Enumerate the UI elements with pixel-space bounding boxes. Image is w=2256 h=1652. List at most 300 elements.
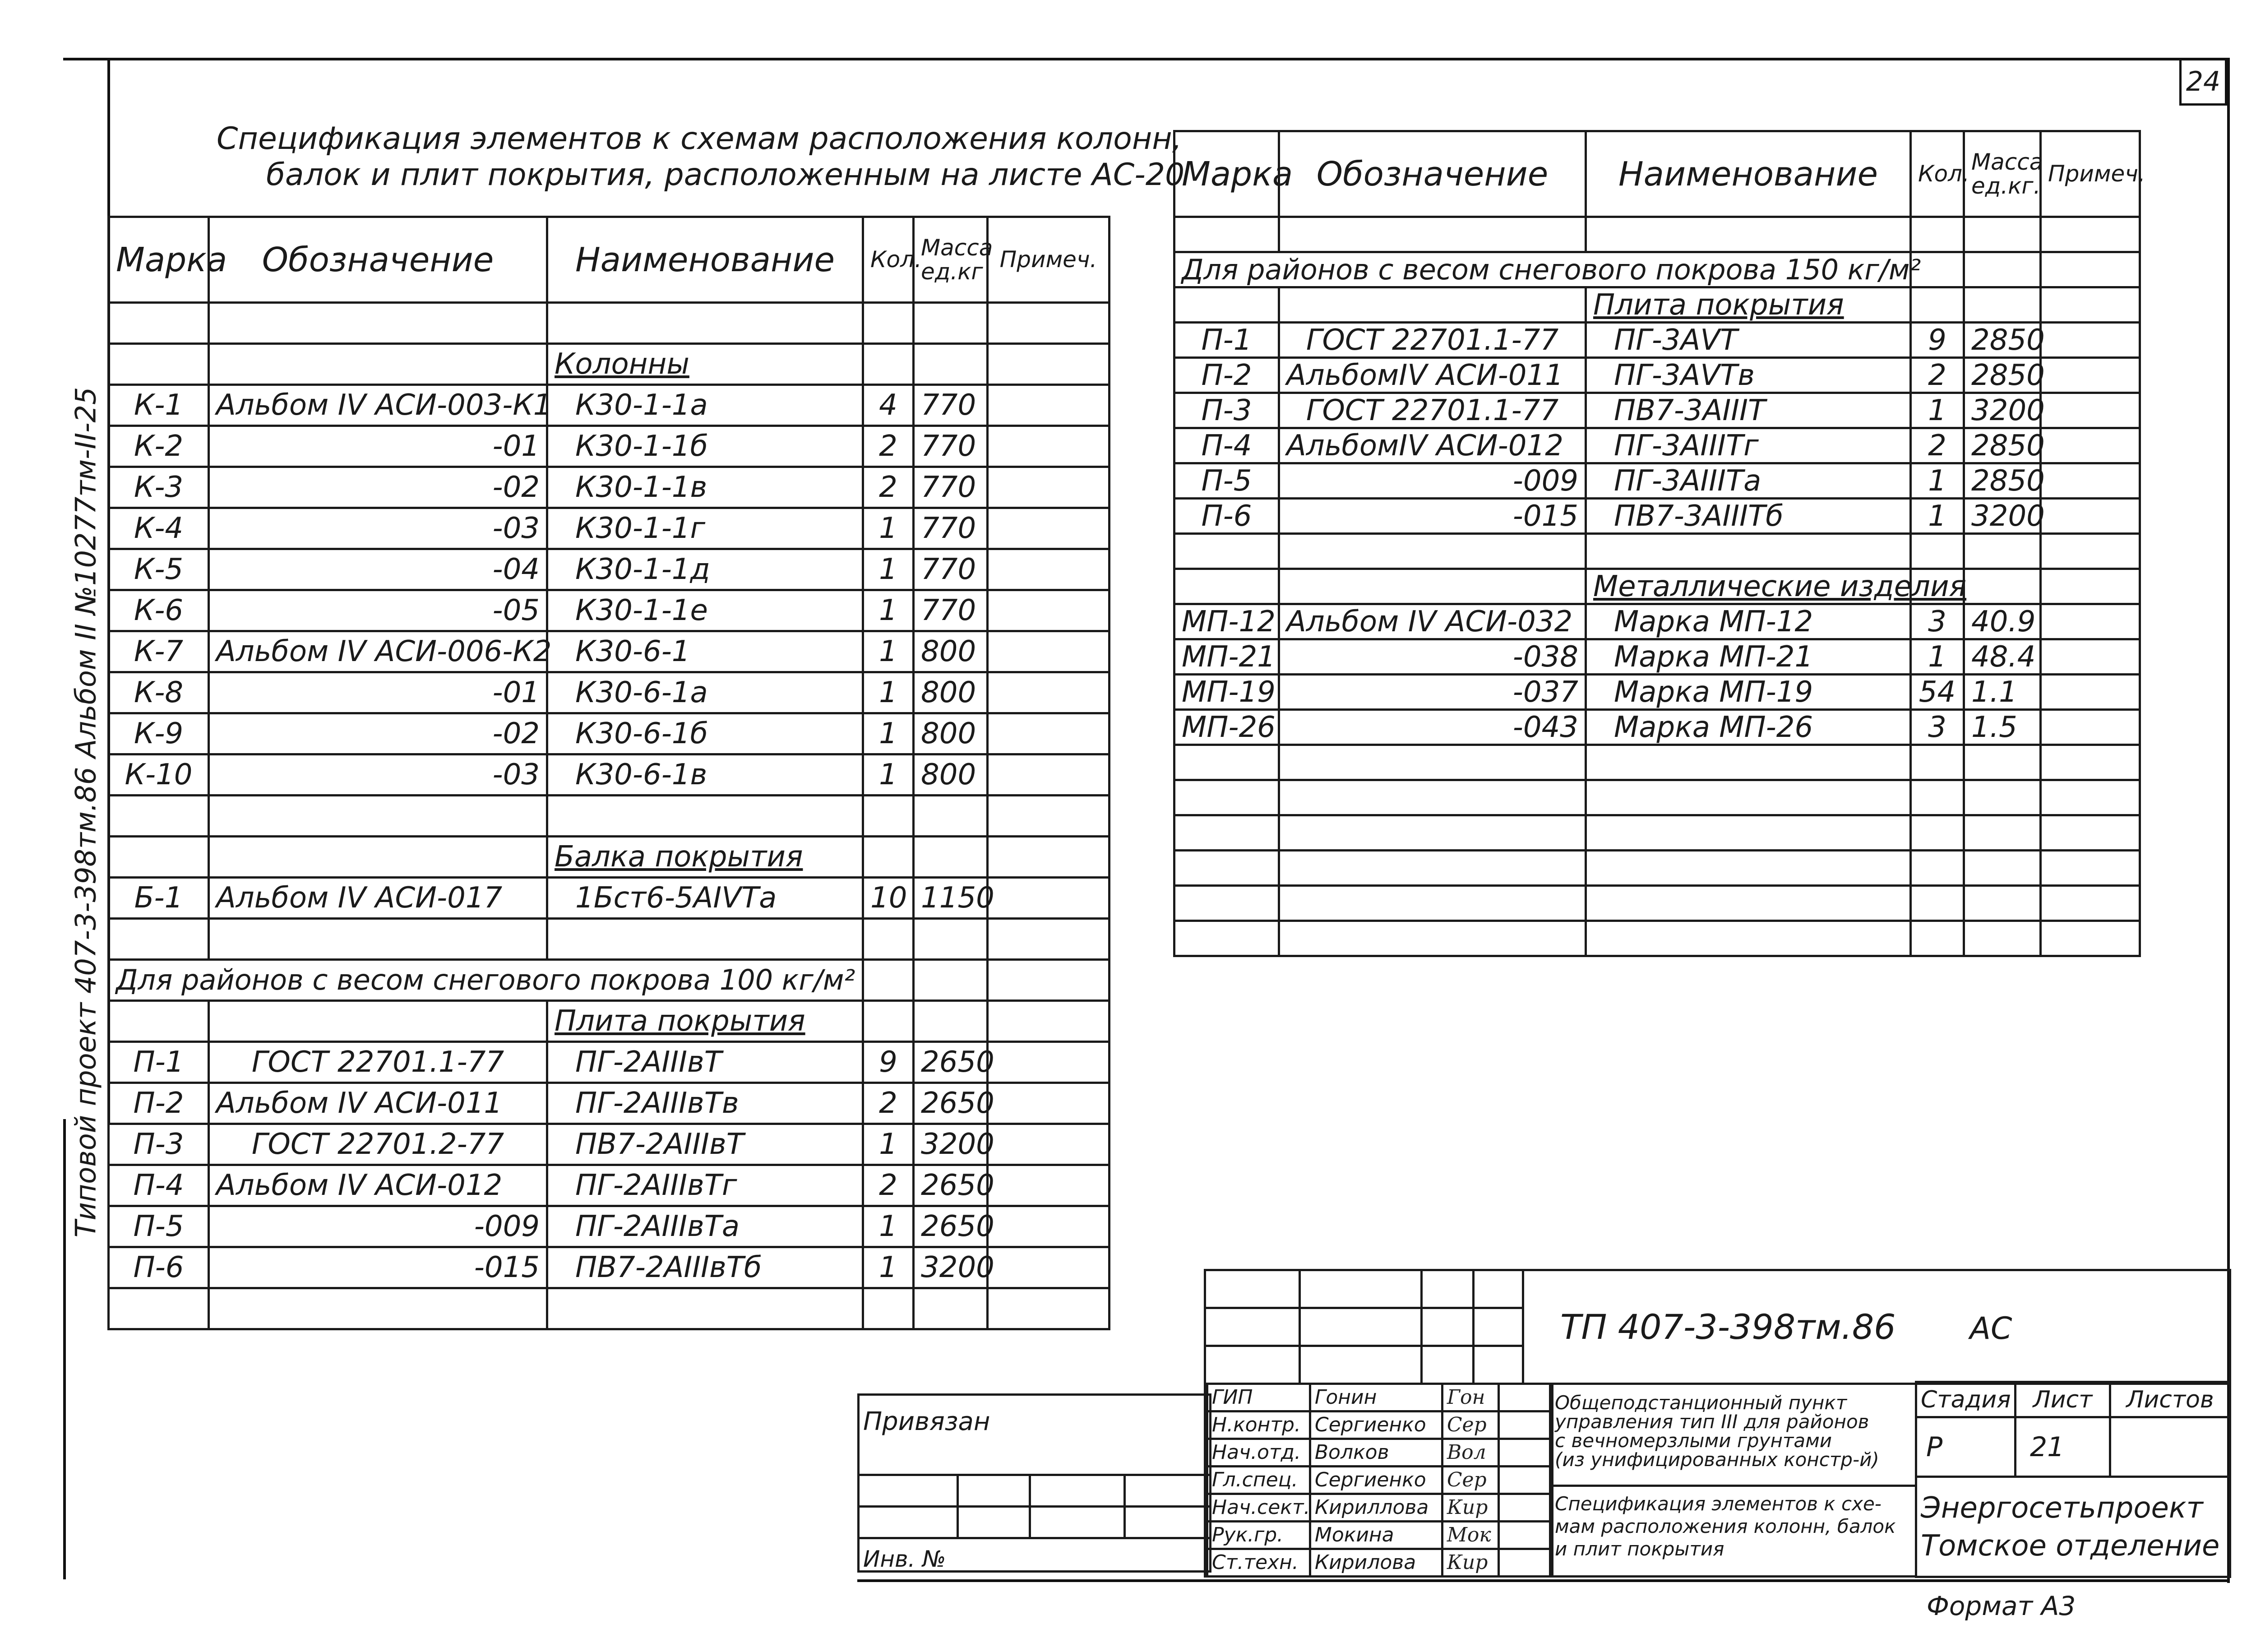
name-cell: К30-1-1е [547,590,863,631]
designation-cell: Альбом IV АСИ-003-К1 [209,385,547,426]
mass-cell: 770 [914,385,988,426]
role-cell: Нач.отд. [1207,1439,1310,1467]
note-cell [988,1042,1110,1083]
name-cell: К30-6-1а [547,672,863,713]
mass-cell: 3200 [1964,393,2041,428]
note-cell [988,426,1110,467]
empty-cell [1964,815,2041,851]
mark-cell: МП-19 [1174,675,1279,710]
signature-cell: Гон [1442,1384,1498,1411]
empty-cell [2041,815,2140,851]
empty-cell [209,919,547,960]
designation-cell: Альбом IV АСИ-017 [209,878,547,919]
table-row [109,1083,1110,1124]
empty-cell [1964,252,2041,287]
personnel-row [1207,1494,1553,1522]
empty-cell [1174,287,1279,323]
mass-cell: 48.4 [1964,639,2041,675]
empty-cell [2041,745,2140,780]
table-row [1174,710,2140,745]
mark-cell: П-1 [109,1042,209,1083]
sheet-value: 21 [2016,1417,2110,1477]
empty-cell [1964,851,2041,886]
role-cell: Гл.спец. [1207,1467,1310,1494]
note-cell [988,385,1110,426]
personnel-row [1207,1384,1553,1411]
personnel-row [1207,1522,1553,1549]
mass-cell: 800 [914,754,988,796]
sheet-title-line-2: мам расположения колонн, балок [1555,1515,1896,1537]
name-cell: К30-1-1г [547,508,863,549]
mass-cell: 40.9 [1964,604,2041,639]
qty-cell: 1 [863,1206,914,1247]
table-row [109,1001,1110,1042]
personnel-row [1207,1411,1553,1439]
table-row [1174,780,2140,815]
empty-cell [1279,217,1586,252]
mass-cell: 2650 [914,1083,988,1124]
empty-cell [1911,287,1964,323]
personnel-row [1207,1467,1553,1494]
qty-cell: 1 [863,508,914,549]
name-cell: ПГ-2АIIIвТ [547,1042,863,1083]
personnel-block [1204,1383,1551,1578]
empty-cell [1279,780,1586,815]
mass-cell: 2650 [914,1165,988,1206]
mass-cell: 770 [914,590,988,631]
designation-cell: -03 [209,754,547,796]
section-title: Плита покрытия [547,1001,863,1042]
spec-header-cell: Наименование [1586,131,1911,217]
empty-cell [1911,851,1964,886]
note-cell [988,1206,1110,1247]
qty-cell: 54 [1911,675,1964,710]
table-row [1174,428,2140,463]
empty-cell [914,1288,988,1329]
qty-cell: 1 [863,713,914,754]
designation-cell: ГОСТ 22701.1-77 [209,1042,547,1083]
mass-cell: 2650 [914,1042,988,1083]
person-name-cell: Мокина [1310,1522,1442,1549]
empty-cell [1964,745,2041,780]
qty-cell: 2 [1911,428,1964,463]
empty-cell [914,960,988,1001]
mark-cell: П-5 [1174,463,1279,499]
table-row [109,508,1110,549]
empty-cell [1279,851,1586,886]
empty-cell [1911,534,1964,569]
signature-cell: Вол [1442,1439,1498,1467]
note-cell [2041,393,2140,428]
name-cell: К30-6-1б [547,713,863,754]
table-row [109,631,1110,672]
signature-cell: Мок [1442,1522,1498,1549]
mark-cell: П-5 [109,1206,209,1247]
mark-cell: П-6 [109,1247,209,1288]
qty-cell: 1 [1911,463,1964,499]
object-line-3: с вечномерзлыми грунтами [1555,1430,1832,1452]
empty-cell [1586,745,1911,780]
person-name-cell: Гонин [1310,1384,1442,1411]
empty-cell [1586,886,1911,921]
empty-cell [209,1001,547,1042]
table-row [109,919,1110,960]
empty-cell [109,796,209,837]
empty-cell [914,796,988,837]
table-row [1174,358,2140,393]
qty-cell: 1 [863,631,914,672]
spec-header-cell: Масса ед.кг [914,217,988,303]
table-row [109,837,1110,878]
mass-cell: 2850 [1964,323,2041,358]
stage-value: Р [1916,1417,2016,1477]
person-name-cell: Сергиенко [1310,1467,1442,1494]
empty-cell [1174,851,1279,886]
section-title: Металлические изделия [1586,569,1911,604]
sheets-value [2110,1417,2230,1477]
name-cell: ПГ-2АIIIвТг [547,1165,863,1206]
empty-cell [988,919,1110,960]
date-cell [1498,1549,1552,1577]
mark-cell: МП-21 [1174,639,1279,675]
empty-cell [1964,886,2041,921]
empty-cell [2041,534,2140,569]
mass-cell: 770 [914,426,988,467]
name-cell: ПВ7-3АIIIТб [1586,499,1911,534]
note-cell [988,713,1110,754]
empty-cell [1911,886,1964,921]
empty-cell [2041,252,2140,287]
signature-cell: Сер [1442,1467,1498,1494]
table-row [109,878,1110,919]
mark-cell: П-3 [109,1124,209,1165]
note-cell [2041,675,2140,710]
section-title: Колонны [547,344,863,385]
note-cell [988,467,1110,508]
empty-cell [1911,217,1964,252]
stage-sheet-block [1915,1381,2231,1578]
designation-cell: -02 [209,467,547,508]
empty-cell [1586,921,1911,956]
mass-cell: 3200 [914,1247,988,1288]
date-cell [1498,1384,1552,1411]
empty-cell [547,1288,863,1329]
designation-cell: ГОСТ 22701.2-77 [209,1124,547,1165]
mark-cell: П-1 [1174,323,1279,358]
empty-cell [209,303,547,344]
mark-cell: К-6 [109,590,209,631]
name-cell: ПГ-3АVТв [1586,358,1911,393]
note-cell [2041,710,2140,745]
person-name-cell: Кирилова [1310,1549,1442,1577]
empty-cell [914,837,988,878]
table-row [1174,217,2140,252]
empty-cell [1911,780,1964,815]
note-cell [988,672,1110,713]
empty-cell [1586,217,1911,252]
empty-cell [2041,886,2140,921]
signature-cell: Кир [1442,1494,1498,1522]
note-cell [988,1247,1110,1288]
note-cell [2041,323,2140,358]
name-cell: Марка МП-12 [1586,604,1911,639]
date-cell [1498,1522,1552,1549]
revision-grid [1204,1269,2231,1385]
binding-block [857,1393,1211,1573]
empty-cell [988,837,1110,878]
empty-cell [209,796,547,837]
mass-cell: 3200 [1964,499,2041,534]
table-row [1174,851,2140,886]
mark-cell: К-10 [109,754,209,796]
qty-cell: 10 [863,878,914,919]
qty-cell: 1 [863,1124,914,1165]
designation-cell: -009 [1279,463,1586,499]
table-row [1174,463,2140,499]
empty-cell [1174,217,1279,252]
empty-cell [914,919,988,960]
empty-cell [109,303,209,344]
spec-header-row [1174,131,2140,217]
left-spec-table [107,216,1110,1330]
binding-strip-line [63,1119,66,1579]
qty-cell: 2 [1911,358,1964,393]
region-title: Для районов с весом снегового покрова 150 кг/м² [1174,252,1911,287]
org-line-2: Томское отделение [1921,1529,2220,1563]
date-cell [1498,1439,1552,1467]
table-row [109,1247,1110,1288]
empty-cell [914,303,988,344]
role-cell: Н.контр. [1207,1411,1310,1439]
empty-cell [914,1001,988,1042]
designation-cell: -04 [209,549,547,590]
mark-cell: П-4 [109,1165,209,1206]
empty-cell [988,960,1110,1001]
mass-cell: 800 [914,672,988,713]
mass-cell: 2650 [914,1206,988,1247]
sheet-label: Лист [2016,1382,2110,1417]
mass-cell: 770 [914,508,988,549]
mark-cell: К-7 [109,631,209,672]
empty-cell [1586,815,1911,851]
empty-cell [209,837,547,878]
note-cell [2041,604,2140,639]
designation-cell: АльбомIV АСИ-012 [1279,428,1586,463]
sheets-label: Листов [2110,1382,2230,1417]
empty-cell [1279,815,1586,851]
spec-header-cell: Примеч. [988,217,1110,303]
qty-cell: 9 [1911,323,1964,358]
empty-cell [109,344,209,385]
qty-cell: 1 [1911,393,1964,428]
mark-cell: П-2 [109,1083,209,1124]
table-row [109,549,1110,590]
name-cell: К30-1-1б [547,426,863,467]
empty-cell [1279,745,1586,780]
table-row [109,385,1110,426]
spec-header-cell: Масса ед.кг. [1964,131,2041,217]
empty-cell [2041,217,2140,252]
date-cell [1498,1411,1552,1439]
empty-cell [863,837,914,878]
name-cell: ПГ-3АIIIТа [1586,463,1911,499]
note-cell [988,1165,1110,1206]
mark-cell: К-1 [109,385,209,426]
designation-cell: -038 [1279,639,1586,675]
designation-cell: -015 [209,1247,547,1288]
qty-cell: 3 [1911,604,1964,639]
mark-cell: П-2 [1174,358,1279,393]
designation-cell: -05 [209,590,547,631]
empty-cell [1279,886,1586,921]
mark-cell: К-4 [109,508,209,549]
table-row [109,672,1110,713]
table-row [1174,323,2140,358]
designation-cell: Альбом IV АСИ-032 [1279,604,1586,639]
note-cell [2041,358,2140,393]
mark-cell: П-4 [1174,428,1279,463]
mark-cell: П-3 [1174,393,1279,428]
qty-cell: 1 [863,1247,914,1288]
empty-cell [209,344,547,385]
empty-cell [1279,921,1586,956]
empty-cell [1964,569,2041,604]
note-cell [988,1124,1110,1165]
stage-label: Стадия [1916,1382,2016,1417]
empty-cell [1174,569,1279,604]
name-cell: К30-6-1 [547,631,863,672]
doc-suffix: АС [1969,1310,2012,1347]
object-description-block [1551,1383,1917,1578]
table-row [1174,287,2140,323]
empty-cell [988,344,1110,385]
empty-cell [863,919,914,960]
empty-cell [2041,780,2140,815]
empty-cell [988,1001,1110,1042]
empty-cell [863,303,914,344]
frame-top-line [63,58,2229,60]
qty-cell: 1 [863,590,914,631]
note-cell [2041,428,2140,463]
mass-cell: 800 [914,713,988,754]
note-cell [988,878,1110,919]
empty-cell [2041,569,2140,604]
table-row [109,1206,1110,1247]
date-cell [1498,1494,1552,1522]
mass-cell: 1.1 [1964,675,2041,710]
section-title: Балка покрытия [547,837,863,878]
spec-header-cell: Обозначение [1279,131,1586,217]
inv-number-label: Инв. № [859,1538,1211,1572]
binding-label: Привязан [859,1395,1211,1475]
empty-cell [914,344,988,385]
sheet-corner-number: 24 [2186,66,2221,97]
empty-cell [1586,780,1911,815]
mass-cell: 770 [914,549,988,590]
mark-cell: К-5 [109,549,209,590]
doc-code-cell [1523,1270,2230,1384]
note-cell [2041,639,2140,675]
empty-cell [109,1288,209,1329]
empty-cell [109,1001,209,1042]
qty-cell: 1 [863,754,914,796]
region-title: Для районов с весом снегового покрова 100 кг/м² [109,960,863,1001]
mark-cell: П-6 [1174,499,1279,534]
name-cell: Марка МП-21 [1586,639,1911,675]
table-row [1174,921,2140,956]
empty-cell [988,1288,1110,1329]
mass-cell: 1150 [914,878,988,919]
spec-header-cell: Марка [109,217,209,303]
note-cell [988,631,1110,672]
empty-cell [1964,217,2041,252]
person-name-cell: Кириллова [1310,1494,1442,1522]
personnel-row [1207,1439,1553,1467]
table-row [109,1042,1110,1083]
table-row [1174,745,2140,780]
vertical-side-text: Типовой проект 407-3-398тм.86 Альбом II №10277тм-II-25 [69,387,102,1238]
mark-cell: К-8 [109,672,209,713]
name-cell: ПВ7-2АIIIвТ [547,1124,863,1165]
object-line-4: (из унифицированных констр-й) [1555,1448,1879,1471]
empty-cell [863,960,914,1001]
left-spec-title-line1: Спецификация элементов к схемам расположения колонн, [217,121,1182,157]
mark-cell: Б-1 [109,878,209,919]
name-cell: ПГ-2АIIIвТв [547,1083,863,1124]
mark-cell: К-2 [109,426,209,467]
empty-cell [988,303,1110,344]
sheet-corner-box [2179,58,2227,106]
designation-cell: -01 [209,672,547,713]
qty-cell: 2 [863,1165,914,1206]
spec-header-cell: Обозначение [209,217,547,303]
signature-cell: Кир [1442,1549,1498,1577]
empty-cell [1279,569,1586,604]
table-row [1174,639,2140,675]
designation-cell: -037 [1279,675,1586,710]
spec-header-cell: Кол. [1911,131,1964,217]
table-row [109,426,1110,467]
spec-header-row [109,217,1110,303]
name-cell: К30-1-1а [547,385,863,426]
name-cell: ПВ7-3АIIIТ [1586,393,1911,428]
mark-cell: МП-26 [1174,710,1279,745]
empty-cell [1911,921,1964,956]
table-row [109,1124,1110,1165]
designation-cell: -01 [209,426,547,467]
empty-cell [547,919,863,960]
signature-cell: Сер [1442,1411,1498,1439]
table-row [1174,675,2140,710]
spec-header-cell: Марка [1174,131,1279,217]
empty-cell [863,1288,914,1329]
empty-cell [2041,851,2140,886]
empty-cell [1174,886,1279,921]
table-row [1174,252,2140,287]
qty-cell: 1 [863,672,914,713]
table-row [1174,815,2140,851]
empty-cell [1586,534,1911,569]
note-cell [2041,499,2140,534]
personnel-table [1206,1383,1553,1578]
note-cell [988,1083,1110,1124]
sheet-title-line-3: и плит покрытия [1555,1538,1724,1560]
spec-header-cell: Кол. [863,217,914,303]
empty-cell [988,796,1110,837]
role-cell: ГИП [1207,1384,1310,1411]
designation-cell: Альбом IV АСИ-012 [209,1165,547,1206]
empty-cell [1964,780,2041,815]
